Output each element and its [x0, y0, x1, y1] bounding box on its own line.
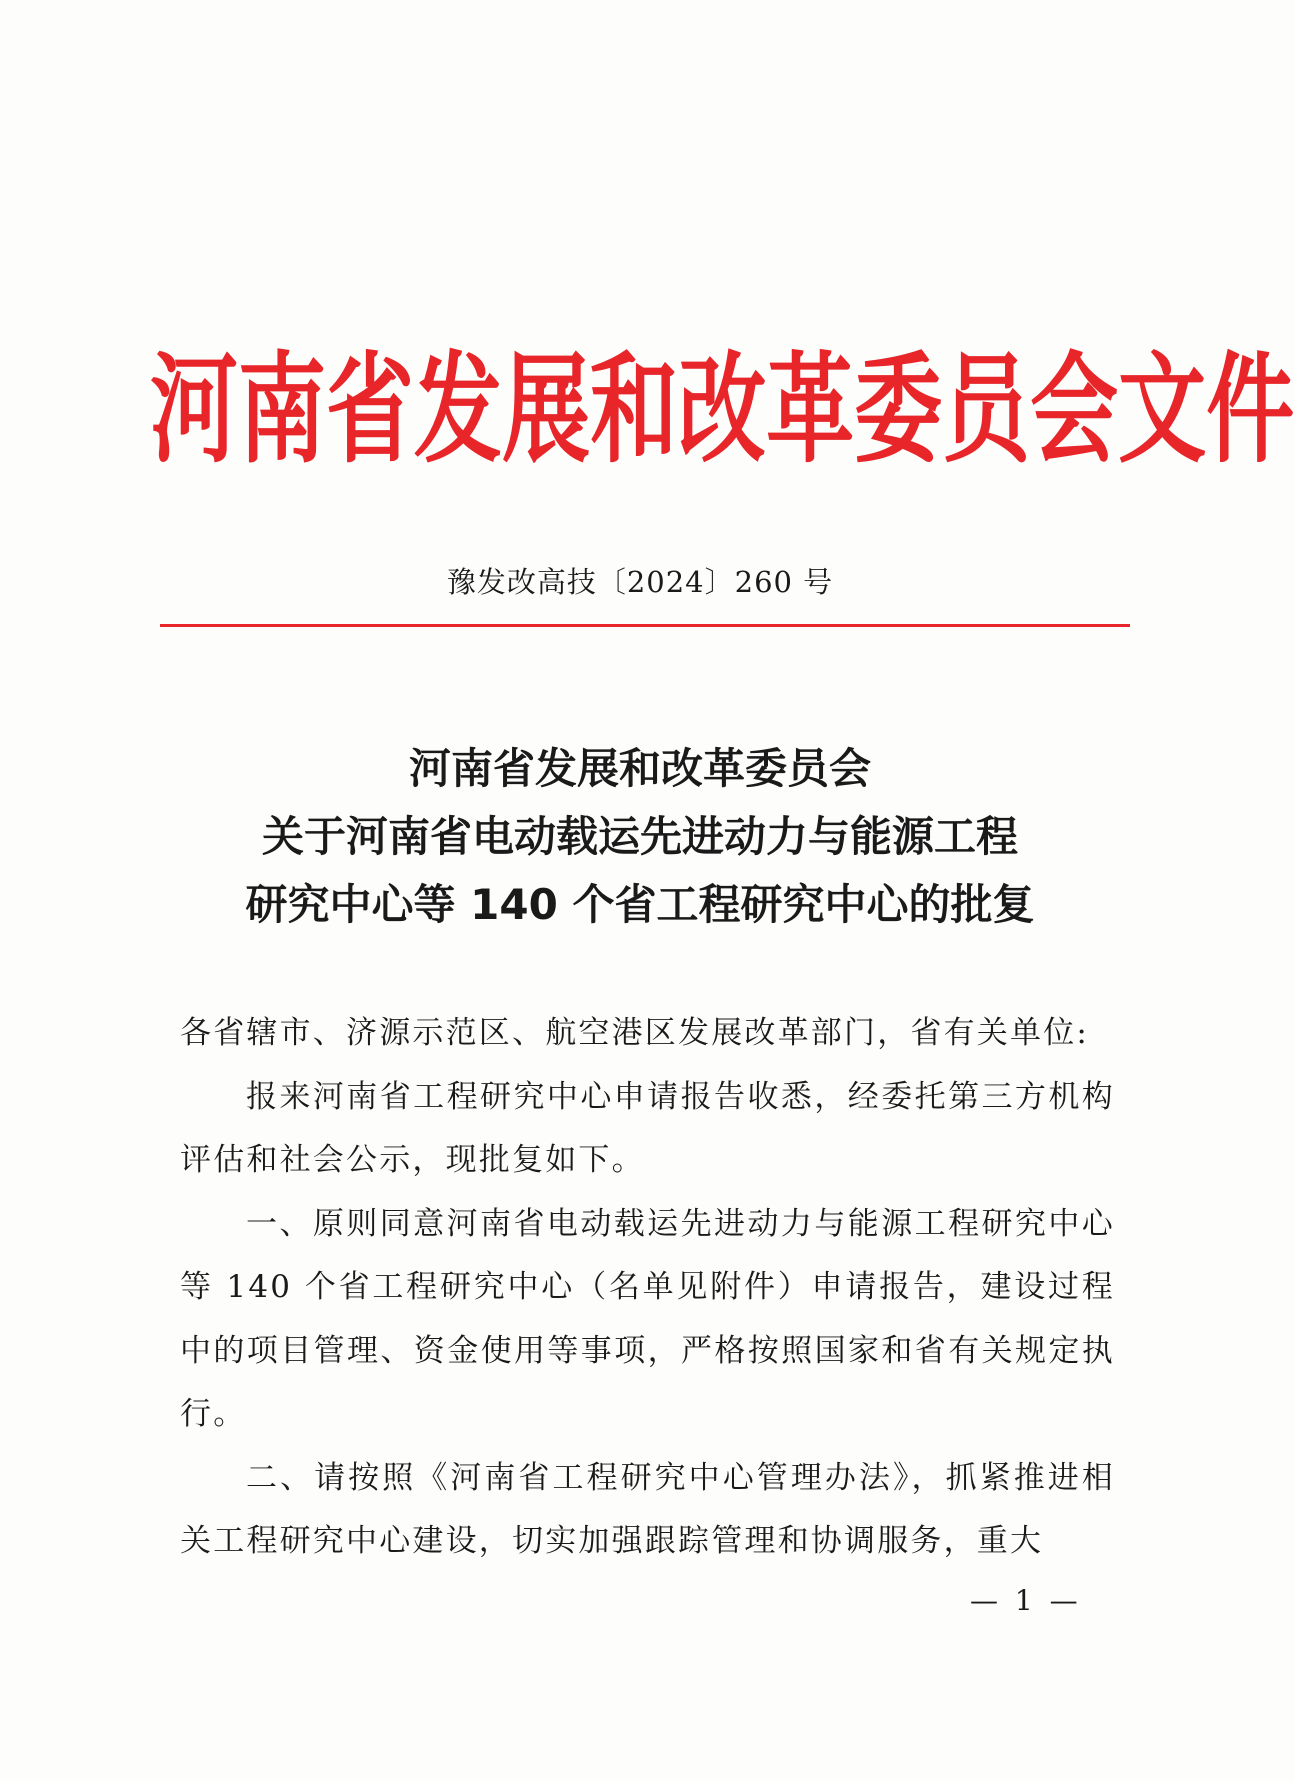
- masthead-char: 和: [590, 339, 679, 479]
- masthead-char: 员: [942, 339, 1031, 479]
- masthead-char: 南: [238, 339, 327, 479]
- document-number: 豫发改高技〔2024〕260 号: [446, 565, 834, 599]
- masthead-char: 会: [1030, 339, 1119, 479]
- paragraph-3: 二、请按照《河南省工程研究中心管理办法》，抓紧推进相关工程研究中心建设，切实加强跟踪管理和协调服务，重大: [180, 1459, 1115, 1559]
- document-title: [0, 735, 1280, 939]
- masthead-char: 展: [502, 339, 591, 479]
- masthead-char: 改: [678, 339, 767, 479]
- masthead-char: 文: [1118, 339, 1207, 479]
- masthead-char: 委: [854, 339, 943, 479]
- salutation: 各省辖市、济源示范区、航空港区发展改革部门，省有关单位:: [180, 1015, 1090, 1051]
- page-number: — 1 —: [970, 1584, 1082, 1617]
- title-line-2: 关于河南省电动载运先进动力与能源工程: [261, 812, 1018, 861]
- masthead-char: 河: [150, 339, 239, 479]
- paragraph-1: 报来河南省工程研究中心申请报告收悉，经委托第三方机构评估和社会公示，现批复如下。: [180, 1078, 1115, 1178]
- masthead-char: 发: [414, 339, 503, 479]
- masthead-char: 革: [766, 339, 855, 479]
- masthead-char: 件: [1206, 339, 1294, 479]
- title-line-1: 河南省发展和改革委员会: [408, 744, 871, 793]
- red-divider-rule: [160, 624, 1130, 627]
- document-body: [180, 1002, 1115, 1574]
- masthead-title: [150, 335, 1294, 485]
- title-line-3: 研究中心等 140 个省工程研究中心的批复: [245, 880, 1035, 929]
- masthead-char: 省: [326, 339, 415, 479]
- paragraph-2: 一、原则同意河南省电动载运先进动力与能源工程研究中心等 140 个省工程研究中心（名单见附件）申请报告，建设过程中的项目管理、资金使用等事项，严格按照国家和省有关规定执行。: [180, 1205, 1115, 1432]
